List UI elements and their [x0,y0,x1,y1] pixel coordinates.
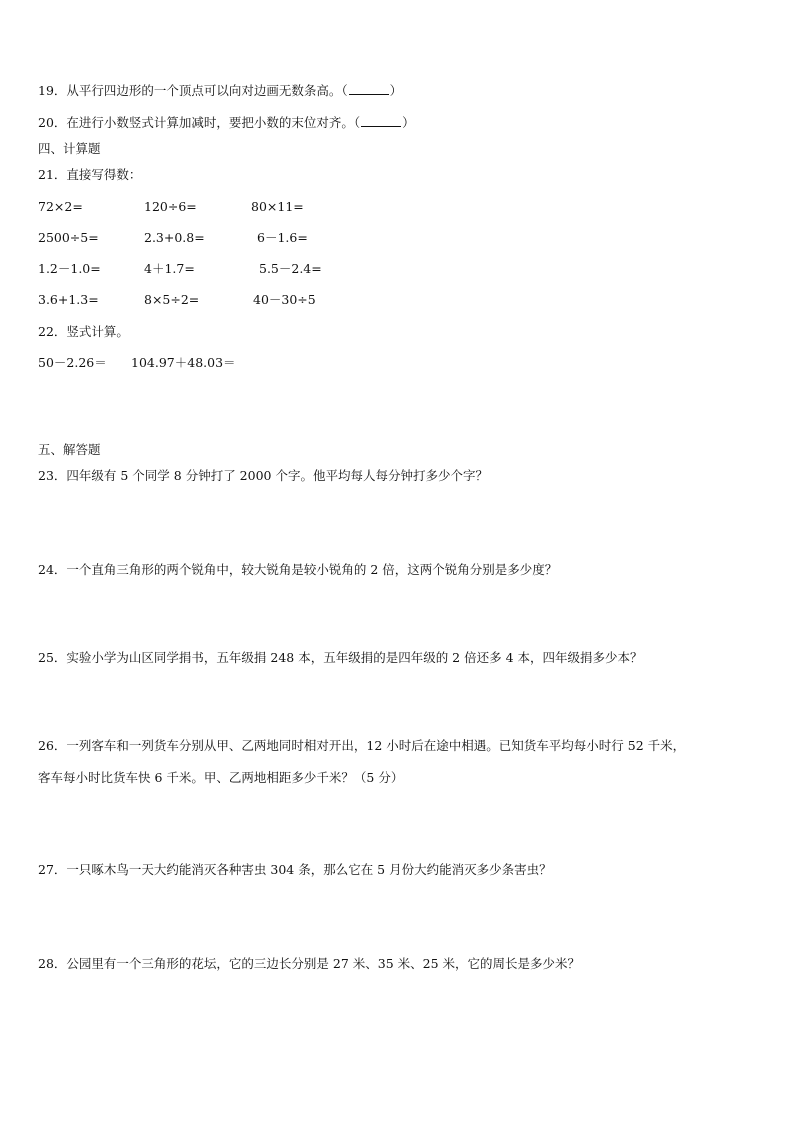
question-27: 27．一只啄木鸟一天大约能消灭各种害虫 304 条，那么它在 5 月份大约能消灭多少条害虫？ [38,862,552,877]
answer-blank-19[interactable] [349,83,389,95]
vertical-calc-item: 104.97＋48.03＝ [131,355,236,370]
calc-item: 2.3+0.8= [144,230,205,245]
question-21: 21．直接写得数： [38,167,142,182]
calc-item: 8×5÷2= [144,292,200,307]
calc-item: 72×2= [38,199,83,214]
question-20: 20．在进行小数竖式计算加减时，要把小数的末位对齐。（ ） [38,115,415,130]
calc-item: 6－1.6= [257,230,308,245]
vertical-calc-item: 50－2.26＝ [38,355,107,370]
section-5-heading: 五、解答题 [38,442,101,457]
calc-item: 1.2－1.0= [38,261,101,276]
question-22: 22．竖式计算。 [38,324,129,339]
question-23: 23．四年级有 5 个同学 8 分钟打了 2000 个字。他平均每人每分钟打多少个字？ [38,468,488,483]
question-19: 19．从平行四边形的一个顶点可以向对边画无数条高。（ ） [38,83,403,98]
question-26-line-1: 26．一列客车和一列货车分别从甲、乙两地同时相对开出，12 小时后在途中相遇。已知货车平均每小时行 52 千米， [38,738,686,753]
section-4-heading: 四、计算题 [38,141,101,156]
calc-item: 3.6+1.3= [38,292,99,307]
calc-item: 80×11= [251,199,304,214]
question-26-line-2: 客车每小时比货车快 6 千米。甲、乙两地相距多少千米？（5 分） [38,770,404,785]
question-24: 24．一个直角三角形的两个锐角中，较大锐角是较小锐角的 2 倍，这两个锐角分别是多少度？ [38,562,558,577]
calc-item: 2500÷5= [38,230,99,245]
calc-item: 120÷6= [144,199,197,214]
question-28: 28．公园里有一个三角形的花坛，它的三边长分别是 27 米、35 米、25 米，它的周长是多少米？ [38,956,581,971]
question-25: 25．实验小学为山区同学捐书，五年级捐 248 本，五年级捐的是四年级的 2 倍还多 4 本，四年级捐多少本？ [38,650,643,665]
answer-blank-20[interactable] [361,115,401,127]
calc-item: 40－30÷5 [253,292,316,307]
calc-item: 4＋1.7= [144,261,195,276]
calc-item: 5.5－2.4= [259,261,322,276]
